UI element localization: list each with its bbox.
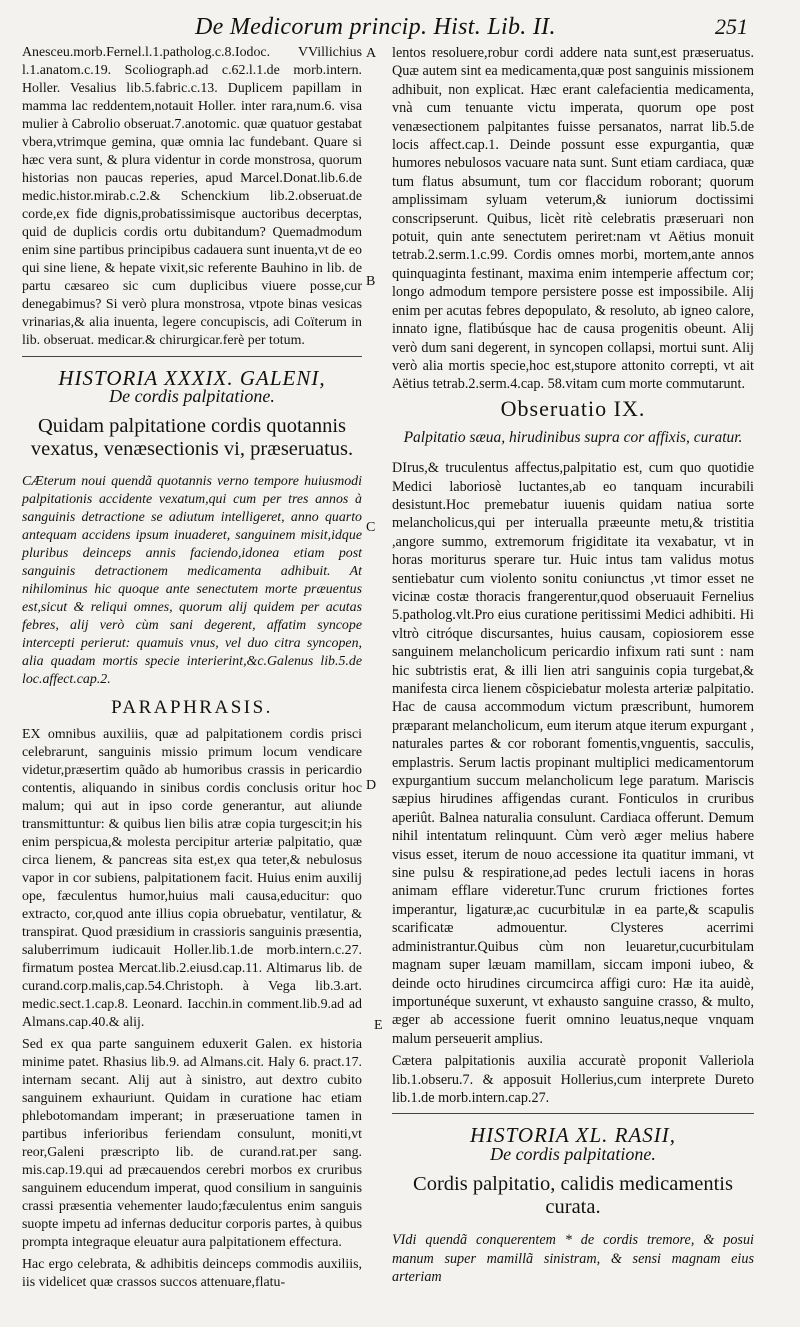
historia-text: CÆterum noui quendã quotannis verno tempore huiusmodi palpitationis accidente vexatum,qui cum per tres annos à sanguinis detractione se adiutum intelligeret, anno quarto antequam accidens ipsum inuaderet, sanguinem misit,idque pluribus deinceps annis faciendo,idonea etiam post sanguinis detractionem medicamenta adhibuit. At nihilominus hic quoque ante senectutem morte præuentus est,sicut & reliqui omnes, quorum alij quidem per acutas febres, alij verò cùm sani degerent, affatim syncope intercepti perierut: quamuis vnus, vel duo citra syncopen, alia quadam mortis specie interierint,&c.Galenus lib.5.de loc.affect.cap.2.	[22, 474, 362, 688]
paragraph: Sed ex qua parte sanguinem eduxerit Galen. ex historia minime patet. Rhasius lib.9. ad Almans.cit. Haly 6. pract.17. internam secant. Alij aut à sinistro, aut dextro cubito sanguinem exhauriunt. Quidam in curatione hac etiam phlebotomandam imperant; in præseruatione tamen in partibus inferioribus feriendam consulunt, moniti,vt reor,Galeni præscripto lib. de curand.rat.per sang. mis.cap.19.qui ad præcauendos cerebri morbos ex cruribus sanguinem educendum imperat, quod consilium in sanguinis crassi præsentia vehementer laudo;fæculentus enim sanguis suopte impetu ad infernas deducitur corporis partes, à quibus prompta integraque eleuatur aura palpitationem effectura.	[22, 1036, 362, 1250]
section-subheading: De cordis palpitatione.	[490, 1143, 656, 1164]
margin-letter-d: D	[366, 778, 377, 793]
divider	[392, 1113, 754, 1114]
margin-letter-b: B	[366, 274, 376, 289]
paragraph: Cætera palpitationis auxilia accuratè proponit Valleriola lib.1.obseru.7. & apposuit Hollerius,cum interprete Dureto lib.1.de morb.intern.cap.27.	[392, 1053, 754, 1106]
section-title: Cordis palpitatio, calidis medicamentis curata.	[413, 1173, 733, 1219]
section-heading: HISTORIA XL. RASII,	[469, 1123, 677, 1148]
divider	[22, 356, 362, 357]
observation-subheading: Palpitatio sæua, hirudinibus supra cor affixis, curatur.	[403, 429, 743, 447]
paragraph: DIrus,& truculentus affectus,palpitatio est, cum quo quotidie Medici laboriosè luctantes,ab eo tanquam incurabili desistunt.Hoc premebatur iuuenis quidam natiua sorte melancholicus,qui per interualla præeunte metu,& tristitia ,angore summo, extremorum frigiditate ita vexabatur, vt in horas moriturus sperare tur. Huic intus tam validus motus sentiebatur cum violento sonitu coniunctus ,vt timor esset ne vicinæ costæ thoracis frangerentur,quod obseruauit Fernelius 5.patholog.vlt.Pro eius curatione peritissimi Medici adhibiti. Hi vltrò citróque discursantes, huius causam, copiosiorem esse sanguinem melancholicum pericardio infixum rati sunt : nam hic subtristis erat, & illi lien atri sanguinis copia turgebat,& manifesta circa lienem cõspiciebatur molesta arteriæ palpitatio. Hac de causa accommodum victum præscribunt, humorem præparant melancholicum, eum iterum atque iterum expurgant , naturales partes & cor roborant fomentis,vnguentis, sacculis, emplastris. Serum lactis propinant multiplici medicamentorum expurgantium succum melancholicum lege paratum. Mariscis sæpius hirudines affigendas curant. Fonticulos in cruribus aperiût. Balnea naturalia consulunt. Cardiaca offerunt. Demum nihil intentatum relinquunt. Cùm verò æger melius habere visus esset, iterum de nouo accessione ita quatitur immani, vt sine pulsu & respiratione,ad pedes lectuli iacens in horas animam efflare videretur.Tunc crurum frictiones fortes imperantur, ligaturæ,ac cucurbitulæ in ea parte,& scapulis scarificatæ admouentur. Clysteres acerrimi administrantur.Quibus cùm non leuaretur,cucurbitulam magnam super læuam mamillam, siccam imponi iubeo, & deinde octo hirudines circumcirca affigi curo: Hæ ita auidè, importunéque suxerunt, vt exhausto sanguine crasso, & multo, æger ab accessione fuerit omnino leuatus,neque vnquam malum perseuerit amplius.	[392, 460, 754, 1047]
paragraph: Hac ergo celebrata, & adhibitis deinceps commodis auxiliis, iis videlicet quæ crassos succos attenuare,flatu-	[22, 1256, 362, 1290]
left-column	[22, 44, 362, 1296]
right-column	[392, 44, 754, 1290]
page-number: 251	[715, 14, 748, 39]
paragraph: Anesceu.morb.Fernel.l.1.patholog.c.8.Iodoc. VVillichius l.1.anatom.c.19. Scoliograph.ad c.62.l.1.de morb.intern. Holler. Vesalius lib.5.fabric.c.13. Duplicem papillam in mamma lac reddentem,notauit Holler. inter rara,num.6. visa mulier à Cabrolio obseruat.7.anotomic. quæ quatuor gestabat vbera,vtrimque gemina, quæ omnia lac fundebant. Quare si hæc vera sunt, & plura videntur in corde monstrosa, quorum historias non paucas reperies, apud Marcel.Donat.lib.6.de medic.histor.mirab.c.2.& Schenckium lib.2.obseruat.de corde,ex fide dignis,probatissimisque auctoribus decerptas, quid de duplicis cordis ortu dubitandum? Quemadmodum enim sine partibus principibus cadauera sunt inuenta,vt de eo qui sine liene, & hepate vixit,sic referente Bauhino in lib. de partu cæsareo sic cum duplicibus viuere posse,cur denegabimus? Si verò plura monstrosa, vtpote binas vesicas vrinarias,& alia inuenta, legere concupiscis, adi Coïterum in lib. obseruat. medicar.& chirurgicar.ferè per totum.	[22, 45, 362, 349]
margin-letter-c: C	[366, 520, 376, 535]
paraphrasis-heading: PARAPHRASIS.	[111, 697, 273, 719]
running-head: De Medicorum princip. Hist. Lib. II.	[195, 14, 556, 40]
observation-heading: Obseruatio IX.	[500, 395, 646, 421]
section-title: Quidam palpitatione cordis quotannis vexatus, venæsectionis vi, præseruatus.	[30, 415, 354, 461]
margin-letter-a: A	[366, 46, 377, 61]
margin-letter-e: E	[374, 1018, 383, 1033]
paragraph: lentos resoluere,robur cordi addere nata sunt,est præseruatus. Quæ autem sint ea medicamenta,quæ post sanguinis missionem adhibuit, non explicat. Hæc erant calefacientia medicamenta, vnà cum tenuante victu imperata, quorum ope post venæsectionem palpitantes fuisse persanatos, narrat lib.5.de locis affect.cap.1. Deinde possunt esse expurgantia, quæ humores nebulosos vacuare nata sunt. Sunt etiam cardiaca, quæ tum flatus absumunt, tum cor flaccidum roborant; quorum amplissimam syluam veterum,& iuniorum doctissimi conscripserunt. Quibus, licèt ritè celebratis præseruari non potuit, quin ante senectutem periret:nam vt Aëtius monuit tetrab.2.serm.1.c.99. Cordis omnes morbi, mortem,ante annos quinquaginta festinant, maxima enim intemperie affectum cor; longo admodum tempore persistere posse est impossibile. Alij enim per acutas febres depopulato, & resoluto, ab igneo calore, innato igne, flatibúsque hac de causa progenitis obeunt. Alij verò dum sani degerent, in syncopen collapsi, mortui sunt. Alij verò alia mortis specie,hoc est,stupore attonito correpti, vt ait Aëtius tetrab.2.serm.4.cap. 58.vitam cum morte commutarunt.	[392, 45, 754, 393]
historia-text: VIdi quendã conquerentem * de cordis tremore, & posui manum super mamillã sinistram, & sensi magnam eius arteriam	[392, 1232, 754, 1285]
paragraph: EX omnibus auxiliis, quæ ad palpitationem cordis prisci celebrarunt, sanguinis missio primum locum vendicare videtur,præsertim quãdo ab humoribus crassis in pericardio contentis, aliquando in sinibus cordis conclusis oritur hoc malum; qui aut in ipso corde generantur, aut aliunde transmittuntur: & quibus lien bilis atræ copia turgescit;in his enim perspicua,& molesta percipitur arteriæ palpitatio, quæ circa lienem, & pancreas sita est,ex qua teter,& nebulosus vapor in cor subiens, palpitationem facit. Huius enim auxilij ope, fæculentus humor,huius mali causa,educitur: quo extracto, cor,quod ante illius copia obruebatur, ventilatur, & transpirat. Quod præsidium in crassioris sanguinis præsentia, saluberrimum iudicauit Holler.lib.1.de morb.intern.c.27. firmatum postea Mercat.lib.2.eiusd.cap.11. Altimarus lib. de curand.corp.malis,cap.54.Christoph. à Vega lib.3.art. medic.sect.1.cap.8. Leonard. Iacchin.in comment.lib.9.ad ad Almans.cap.40.& alij.	[22, 726, 362, 1030]
section-heading: HISTORIA XXXIX. GALENI,	[58, 366, 326, 391]
section-subheading: De cordis palpitatione.	[109, 386, 275, 407]
